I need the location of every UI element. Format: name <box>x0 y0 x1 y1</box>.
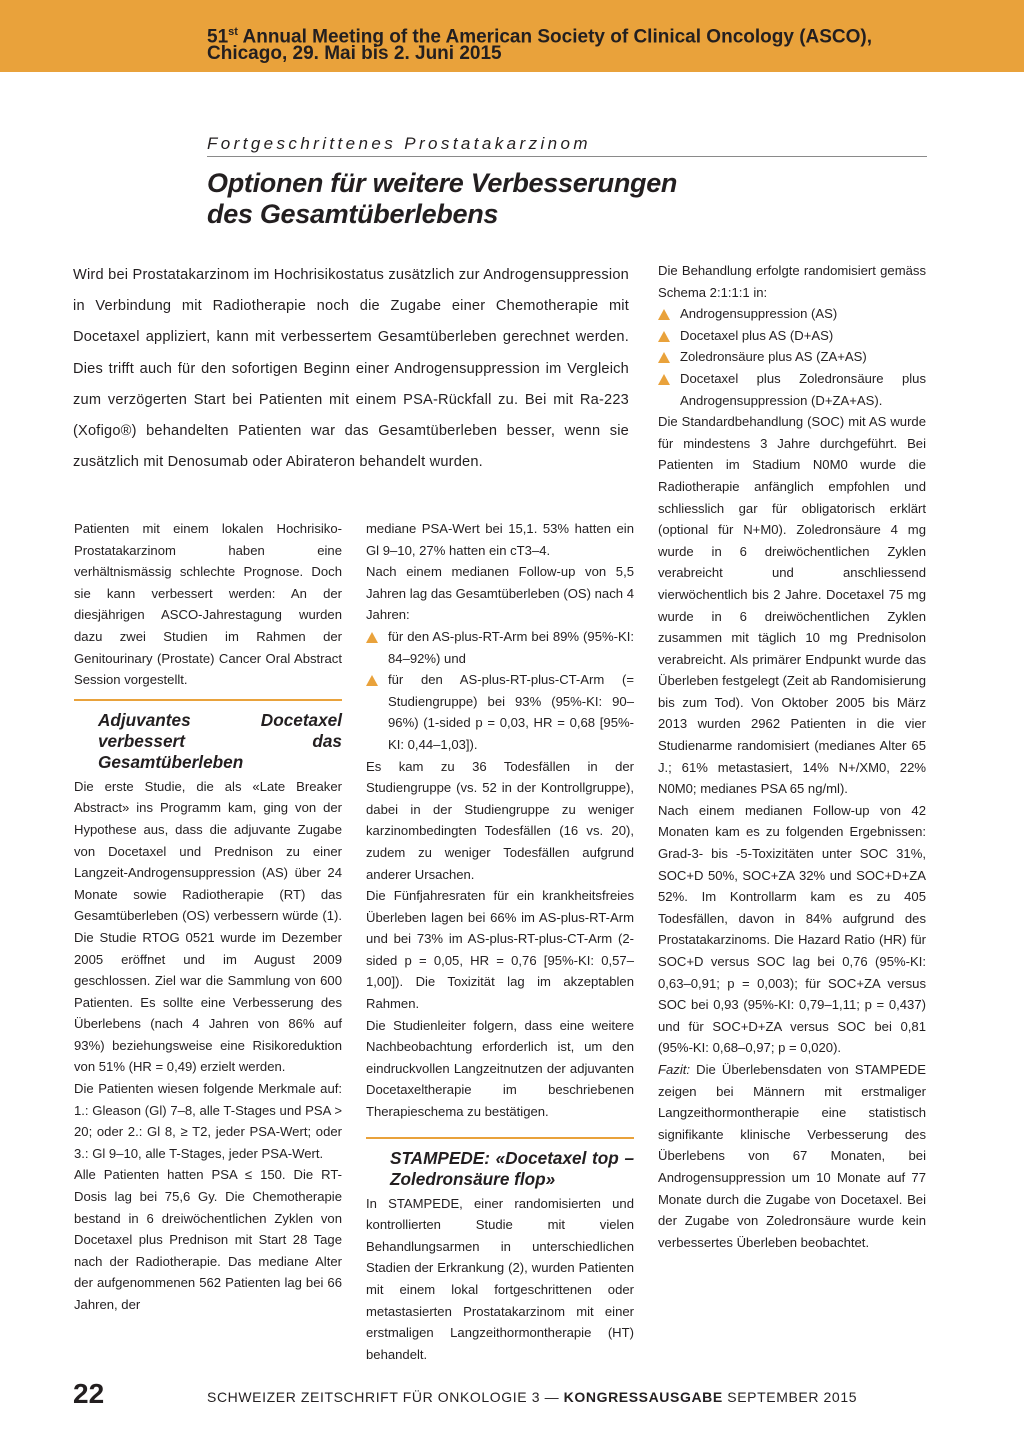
section-heading-stampede: STAMPEDE: «Docetaxel top – Zoledronsäure flop» <box>366 1137 634 1190</box>
paragraph: In STAMPEDE, einer randomisierten und kontrollierten Studie mit vielen Behandlungsarmen in unterschiedlichen Stadien der Erkrankung (2), wurden Patienten mit einem lokal fortgeschrittenen oder metastasierten Prostatakarzinom mit einer erstmaligen Langzeithormontherapie (HT) behandelt. <box>366 1195 634 1362</box>
list-item-text: Androgensuppression (AS) <box>680 306 838 322</box>
paragraph: mediane PSA-Wert bei 15,1. 53% hatten ein Gl 9–10, 27% hatten ein cT3–4. <box>366 521 634 558</box>
paragraph: Nach einem medianen Follow-up von 42 Monaten kam es zu folgenden Ergebnissen: Grad-3- bis -5-Toxizitäten unter SOC 31%, SOC+D 50%, SOC+ZA 32% und SOC+D+ZA 52%. Im Kontrollarm kam es zu 405 Todesfällen, davon in 84% aufgrund des Prostatakarzinoms. Die Hazard Ratio (HR) für SOC+D versus SOC lag bei 0,76 (95%-KI: 0,63–0,91; p = 0,003); für SOC+ZA versus SOC bei 0,93 (95%-KI: 0,79–1,11; p = 0,437) und für SOC+D+ZA versus SOC bei 0,81 (95%-KI: 0,68–0,97; p = 0,020). <box>658 802 926 1056</box>
paragraph: Patienten mit einem lokalen Hochrisiko-Prostatakarzinom haben eine verhältnismässig schlechte Prognose. Doch sie kann verbessert werden: An der diesjährigen ASCO-Jahrestagung wurden dazu zwei Studien im Rahmen der Genitourinary (Prostate) Cancer Oral Abstract Session vorgestellt. <box>74 521 342 688</box>
column-1 <box>74 518 342 1316</box>
paragraph: Die Behandlung erfolgte randomisiert gemäss Schema 2:1:1:1 in: <box>658 263 926 300</box>
fazit-text: Die Überlebensdaten von STAMPEDE zeigen bei Männern mit erstmaliger Langzeithormontherapie eine statistisch signifikante klinische Verbesserung des Überlebens von 67 Monaten, bei Androgensuppression um 10 Monate auf 77 Monate durch die Zugabe von Docetaxel. Bei der Zugabe von Zoledronsäure wurde kein verbessertes Überleben beobachtet. <box>658 1061 926 1250</box>
header-meeting-name: Annual Meeting of the American Society of Clinical Oncology (ASCO), <box>237 26 873 48</box>
footer-journal <box>207 1389 857 1405</box>
article-title <box>207 168 807 230</box>
column-2 <box>366 518 634 1365</box>
paragraph: Nach einem medianen Follow-up von 5,5 Jahren lag das Gesamtüberleben (OS) nach 4 Jahren: <box>366 564 634 623</box>
paragraph: Die Studienleiter folgern, dass eine weitere Nachbeobachtung erforderlich ist, um den eindruckvollen Langzeitnutzen der adjuvanten Docetaxeltherapie im beschriebenen Therapieschema zu bestätigen. <box>366 1017 634 1120</box>
list-item <box>658 325 926 347</box>
fazit-label: Fazit: <box>658 1061 691 1077</box>
paragraph: Die Fünfjahresraten für ein krankheitsfreies Überleben lagen bei 66% im AS-plus-RT-Arm und bei 73% im AS-plus-RT-plus-CT-Arm (2-sided p = 0,05, HR = 0,76 [95%-KI: 0,57–1,00]). Die Toxizität lag im akzeptablen Rahmen. <box>366 888 634 1012</box>
section-heading-adjuvant-docetaxel: Adjuvantes Docetaxel verbessert das Gesamtüberleben <box>74 699 342 773</box>
article-title-line-1: Optionen für weitere Verbesserungen <box>207 168 678 198</box>
article-title-line-2: des Gesamtüberlebens <box>207 199 499 229</box>
fazit-paragraph <box>658 1059 926 1253</box>
list-item-text: Docetaxel plus Zoledronsäure plus Androgensuppression (D+ZA+AS). <box>680 370 926 408</box>
footer-date: SEPTEMBER 2015 <box>722 1389 858 1405</box>
list-item <box>366 626 634 669</box>
article-kicker: Fortgeschrittenes Prostatakarzinom <box>207 134 927 157</box>
paragraph: Es kam zu 36 Todesfällen in der Studiengruppe (vs. 52 in der Kontrollgruppe), dabei in der Studiengruppe zu weniger karzinombedingten Todesfällen (16 vs. 20), zudem zu weniger Todesfällen aufgrund anderer Ursachen. <box>366 758 634 882</box>
header-ordinal: 51 <box>207 26 229 48</box>
article-lead: Wird bei Prostatakarzinom im Hochrisikostatus zusätzlich zur Androgensuppression in Verbindung mit Radiotherapie noch die Zugabe einer Chemotherapie mit Docetaxel appliziert, kann mit verbessertem Gesamtüberleben gerechnet werden. Dies trifft auch für den sofortigen Beginn einer Androgensuppression im Vergleich zum verzögerten Start bei Patienten mit einem PSA-Rückfall zu. Bei mit Ra-223 (Xofigo®) behandelten Patienten war das Gesamtüberleben besser, wenn sie zusätzlich mit Denosumab oder Abirateron behandelt wurden. <box>73 267 629 471</box>
footer-journal-name: SCHWEIZER ZEITSCHRIFT FÜR ONKOLOGIE 3 — <box>207 1389 564 1405</box>
header-band <box>0 0 1024 72</box>
paragraph: Die erste Studie, die als «Late Breaker Abstract» ins Programm kam, ging von der Hypothese aus, dass die adjuvante Zugabe von Docetaxel und Prednison zu einer Langzeit-Androgensuppression (AS) über 24 Monate sowie Radiotherapie (RT) das Gesamtüberleben (OS) verbessern würde (1). Die Studie RTOG 0521 wurde im Dezember 2005 eröffnet und im August 2009 geschlossen. Ziel war die Sammlung von 600 Patienten. Es sollte eine Verbesserung des Überlebens (nach 4 Jahren von 86% auf 93%) beziehungsweise eine Risikoreduktion von 51% (HR = 0,49) erzielt werden. <box>74 778 342 1075</box>
header-ordinal-suffix: st <box>228 26 238 38</box>
page-number: 22 <box>73 1378 105 1409</box>
paragraph: Die Standardbehandlung (SOC) mit AS wurde für mindestens 3 Jahre durchgeführt. Bei Patienten im Stadium N0M0 wurde die Radiotherapie anfänglich empfohlen und schliesslich gar für obligatorisch erklärt (optional für N+M0). Zoledronsäure 4 mg wurde in 6 dreiwöchentlichen Zyklen verabreicht und anschliessend vierwöchentlich bis 2 Jahre. Docetaxel 75 mg wurde in 6 dreiwöchentlichen Zyklen zusammen mit täglich 10 mg Prednisolon verabreicht. Als primärer Endpunkt wurde das Überleben festgelegt (Zeit ab Randomisierung bis zum Tod). Von Oktober 2005 bis März 2013 wurden 2962 Patienten in die vier Studienarme randomisiert (medianes Alter 65 J.; 61% metastasiert, 14% N+/XM0, 22% N0M0; medianes PSA 65 ng/ml). <box>658 414 926 797</box>
list-item-text: für den AS-plus-RT-Arm bei 89% (95%-KI: 84–92%) und <box>388 628 634 666</box>
paragraph: Alle Patienten hatten PSA ≤ 150. Die RT-Dosis lag bei 75,6 Gy. Die Chemotherapie bestand in 6 dreiwöchentlichen Zyklen von Docetaxel plus Prednison mit Start 28 Tage nach der Radiotherapie. Das mediane Alter der aufgenommenen 562 Patienten lag bei 66 Jahren, der <box>74 1167 342 1312</box>
footer-edition: KONGRESSAUSGABE <box>563 1389 723 1405</box>
list-item-text: Docetaxel plus AS (D+AS) <box>680 327 834 343</box>
list-item-text: Zoledronsäure plus AS (ZA+AS) <box>680 349 867 365</box>
list-item <box>658 368 926 411</box>
list-item <box>366 669 634 755</box>
column-3 <box>658 260 926 1253</box>
list-item <box>658 346 926 368</box>
paragraph: Die Patienten wiesen folgende Merkmale auf: 1.: Gleason (Gl) 7–8, alle T-Stages und PSA > 20; oder 2.: Gl 8, ≥ T2, jeder PSA-Wert; oder 3.: Gl 9–10, alle T-Stages, jeder PSA-Wert. <box>74 1081 342 1161</box>
list-item <box>658 303 926 325</box>
header-line-2: Chicago, 29. Mai bis 2. Juni 2015 <box>207 43 502 64</box>
list-item-text: für den AS-plus-RT-plus-CT-Arm (= Studiengruppe) bei 93% (95%-KI: 90–96%) (1-sided p = 0,03, HR = 0,68 [95%-KI: 0,44–1,03]). <box>388 672 634 752</box>
